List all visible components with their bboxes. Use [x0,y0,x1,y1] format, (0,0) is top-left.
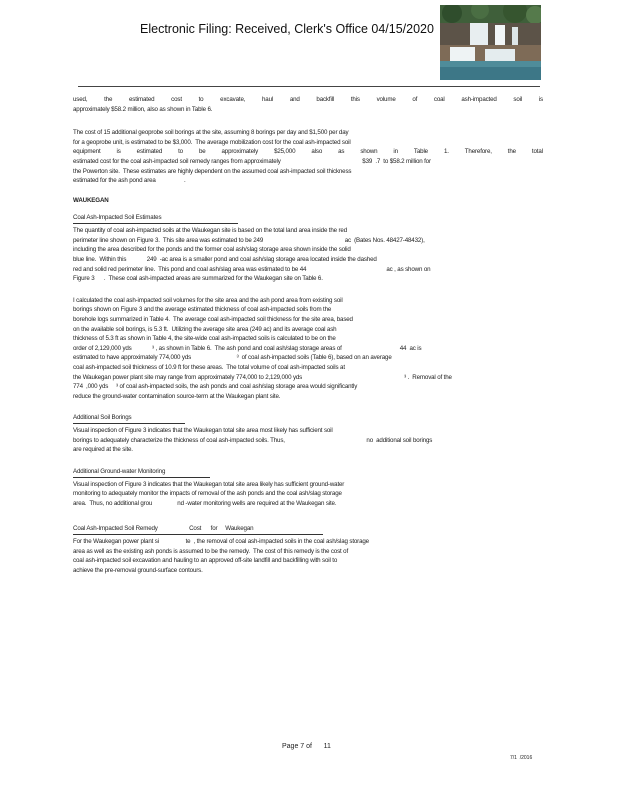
paragraph [73,296,543,402]
page-number: Page 7 of 11 [282,743,331,750]
word: Table [413,148,428,156]
text-line: estimated for the ash pond area . [73,177,186,185]
text-line: perimeter line shown on Figure 3. This site area was estimated to be 249 ac (Bates Nos. 48427-48432), [73,236,425,244]
header-rule [78,86,540,87]
text-line: coal ash-impacted soil thickness of 10.9 ft for these areas. The total volume of coal ash-impacted soils at [73,364,345,372]
word: ash-impacted [461,96,497,103]
paragraph [73,413,543,454]
text-line: area. Thus, no additional grou nd -water monitoring wells are required at the Waukegan site. [73,499,337,507]
text-line: coal ash-impacted soil excavation and hauling to an approved off-site landfill and backfilling with soil to [73,557,338,565]
word: approximately [221,148,259,156]
text-line: estimated to have approximately 774,000 yds ³ of coal ash-impacted soils (Table 6), based on an average [73,354,392,362]
text-line: Visual inspection of Figure 3 indicates that the Waukegan total site area likely has sufficient ground-water [73,480,345,488]
text-line: estimated cost for the coal ash-impacted soil remedy ranges from approximately $39 .7 to $58.2 million for [73,158,431,166]
word: estimated [136,148,163,156]
subsection-heading: Additional Soil Borings [73,413,185,424]
paragraph [73,128,543,186]
word: is [116,148,121,156]
text-line: The cost of 15 additional geoprobe soil borings at the site, assuming 8 borings per day and $1,500 per day [73,129,349,137]
paragraph [73,213,543,283]
subsection-heading: Additional Ground-water Monitoring [73,467,210,478]
word: estimated [128,96,155,103]
document-body [73,95,543,582]
text-line: for a geoprobe unit, is estimated to be $3,000. The average mobilization cost for the coal ash-impacted soil [73,138,351,146]
word: excavate, [220,96,246,103]
word: of [412,96,418,103]
filing-header: Electronic Filing: Received, Clerk's Office 04/15/2020 [140,22,434,36]
justified-line [73,95,543,105]
word: and [289,96,300,103]
word: be [198,148,206,156]
text-line: Visual inspection of Figure 3 indicates that the Waukegan total site area most likely has sufficient soil [73,427,333,435]
word: cost [171,96,182,103]
paragraph [73,467,543,508]
text-line: 774 ,000 yds ³ of coal ash-impacted soils, the ash ponds and coal ash/slag storage area would significantly [73,383,358,391]
text-line: area as well as the existing ash ponds is assumed to be the remedy. The cost of this remedy is the cost of [73,547,349,555]
text-line: approximately $58.2 million, also as shown in Table 6. [73,105,213,113]
word: haul [262,96,274,103]
word: to [198,96,204,103]
section-heading: WAUKEGAN [73,196,109,204]
word: in [393,148,398,156]
word: $25,000 [274,148,296,156]
text-line: Figure 3 . These coal ash-impacted areas are summarized for the Waukegan site on Table 6. [73,275,323,283]
word: volume [376,96,396,103]
waterfall-photo [440,5,541,80]
word: the [507,148,516,156]
word: total [531,148,543,156]
word: is [538,96,543,103]
text-line: thickness of 5.3 ft as shown in Table 4, the site-wide coal ash-impacted soils is calculated to be on the [73,335,336,343]
word: shown [360,148,378,156]
word: Therefore, [464,148,492,156]
text-line: I calculated the coal ash-impacted soil volumes for the site area and the ash pond area from existing soil [73,296,343,304]
word: coal [433,96,445,103]
text-line: including the area described for the ponds and the former coal ash/slag storage area shown inside the solid [73,246,351,254]
text-line: order of 2,129,000 yds ³ , as shown in Table 6. The ash pond and coal ash/slag storage areas of 44 ac is [73,344,422,352]
word: to [178,148,183,156]
text-line: the Powerton site. These estimates are highly dependent on the assumed coal ash-impacted soil thickness [73,167,352,175]
word: 1. [443,148,449,156]
word: backfill [316,96,335,103]
subsection-heading: Coal Ash-Impacted Soil Estimates [73,213,238,224]
justified-line [73,147,543,157]
paragraph [73,95,543,114]
text-line: blue line. Within this 249 -ac area is a smaller pond and coal ash/slag storage area located inside the dashed [73,255,377,263]
text-line: The quantity of coal ash-impacted soils at the Waukegan site is based on the total land area inside the red [73,227,348,235]
word: the [104,96,113,103]
word: soil [513,96,523,103]
word: used, [73,96,88,103]
text-line: red and solid red perimeter line. This pond and coal ash/slag area was estimated to be 44 ac , as shown on [73,265,431,273]
word: equipment [73,148,101,156]
text-line: achieve the pre-removal ground-surface contours. [73,566,203,574]
text-line: borings to adequately characterize the thickness of coal ash-impacted soils. Thus, no additional soil borings [73,436,433,444]
text-line: the Waukegan power plant site may range from approximately 774,000 to 2,129,000 yds ³ . Removal of the [73,373,452,381]
paragraph [73,524,543,575]
subsection-heading: Coal Ash-Impacted Soil Remedy Cost for Waukegan [73,524,323,535]
word: this [350,96,360,103]
text-line: borehole logs summarized in Table 4. The average coal ash-impacted soil thickness for the site area, based [73,315,353,323]
text-line: on the available soil borings, is 5.3 ft. Utilizing the average site area (249 ac) and its average coal ash [73,325,337,333]
text-line: borings shown on Figure 3 and the average estimated thickness of coal ash-impacted soils from the [73,306,332,314]
date-stamp: 7/1 /2016 [510,755,533,761]
text-line: For the Waukegan power plant si te , the removal of coal ash-impacted soils in the coal ash/slag storage [73,537,369,545]
text-line: reduce the ground-water contamination source-term at the Waukegan plant site. [73,392,281,400]
word: as [338,148,345,156]
word: also [311,148,323,156]
text-line: are required at the site. [73,446,133,454]
text-line: monitoring to adequately monitor the impacts of removal of the ash ponds and the coal ash/slag storage [73,490,342,498]
